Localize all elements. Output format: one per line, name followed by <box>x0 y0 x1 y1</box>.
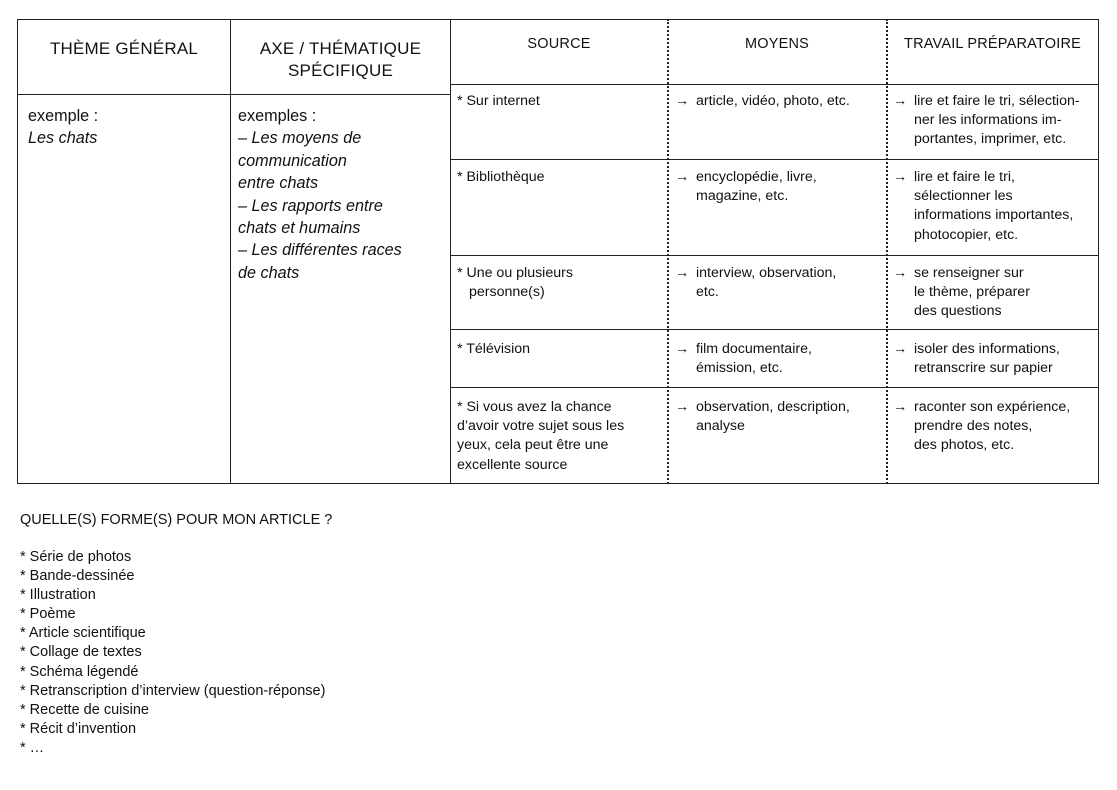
source-cell-observation <box>457 398 665 475</box>
row-divider <box>450 387 1099 388</box>
row-divider <box>450 329 1099 330</box>
arrow-icon: → <box>675 93 690 109</box>
moyens-line: article, vidéo, photo, etc. <box>696 93 850 109</box>
moyens-cell-bibliotheque <box>675 168 883 206</box>
arrow-icon: → <box>893 93 908 109</box>
table-border-bottom <box>17 483 1099 484</box>
row-divider <box>450 84 1099 85</box>
axe-line: de chats <box>238 263 300 282</box>
travail-line: portantes, imprimer, etc. <box>914 131 1067 148</box>
list-item: * Poème <box>20 606 76 623</box>
list-item: * Retranscription d’interview (question-réponse) <box>20 682 326 699</box>
header-source: SOURCE <box>527 36 591 52</box>
travail-line: ner les informations im- <box>914 112 1062 129</box>
travail-line: lire et faire le tri, <box>914 169 1015 185</box>
list-item: * Article scientifique <box>20 625 146 642</box>
moyens-line: film documentaire, <box>696 341 812 357</box>
source-line: * Une ou plusieurs <box>457 265 573 281</box>
travail-cell-personnes <box>893 264 1098 322</box>
forms-title: QUELLE(S) FORME(S) POUR MON ARTICLE ? <box>20 512 333 528</box>
source-line: * Télévision <box>457 341 531 357</box>
arrow-icon: → <box>893 169 908 185</box>
theme-value: Les chats <box>28 129 98 148</box>
source-cell-bibliotheque <box>457 168 663 187</box>
theme-cell <box>28 105 223 150</box>
arrow-icon: → <box>893 265 908 281</box>
list-item: * Bande-dessinée <box>20 568 135 585</box>
header-travail: TRAVAIL PRÉPARATOIRE <box>904 36 1081 52</box>
header-moyens: MOYENS <box>744 36 810 52</box>
table-border-left <box>17 19 18 484</box>
source-cell-personnes <box>457 264 663 302</box>
moyens-cell-internet <box>675 92 883 111</box>
travail-line: le thème, préparer <box>914 284 1030 301</box>
travail-line: lire et faire le tri, sélection- <box>914 93 1080 109</box>
table-border-top <box>17 19 1099 20</box>
column-divider-dotted <box>667 19 669 484</box>
list-item: * … <box>20 739 45 756</box>
axe-line: – Les rapports entre <box>238 196 383 215</box>
row-divider <box>450 159 1099 160</box>
moyens-cell-personnes <box>675 264 883 302</box>
moyens-line: etc. <box>696 284 719 301</box>
axe-line: – Les moyens de <box>238 129 362 148</box>
moyens-cell-television <box>675 340 883 378</box>
source-cell-television <box>457 340 663 359</box>
list-item: * Recette de cuisine <box>20 701 149 718</box>
header-theme: THÈME GÉNÉRAL <box>49 39 199 58</box>
arrow-icon: → <box>675 399 690 415</box>
source-line: d’avoir votre sujet sous les <box>457 418 625 435</box>
moyens-line: encyclopédie, livre, <box>696 169 817 185</box>
travail-line: informations importantes, <box>914 207 1074 224</box>
travail-line: se renseigner sur <box>914 265 1024 281</box>
source-line: * Si vous avez la chance <box>457 399 612 415</box>
list-item: * Série de photos <box>20 549 132 565</box>
list-item: * Schéma légendé <box>20 663 139 680</box>
row-divider <box>450 255 1099 256</box>
source-line: yeux, cela peut être une <box>457 437 609 454</box>
arrow-icon: → <box>675 341 690 357</box>
forms-list <box>20 548 325 758</box>
arrow-icon: → <box>893 399 908 415</box>
travail-line: des photos, etc. <box>914 437 1015 454</box>
travail-line: prendre des notes, <box>914 418 1033 435</box>
axe-line: – Les différentes races <box>238 241 402 260</box>
arrow-icon: → <box>675 169 690 185</box>
moyens-line: interview, observation, <box>696 265 837 281</box>
moyens-cell-observation <box>675 398 883 436</box>
moyens-line: magazine, etc. <box>696 188 789 205</box>
travail-line: des questions <box>914 303 1002 320</box>
moyens-line: observation, description, <box>696 399 850 415</box>
arrow-icon: → <box>675 265 690 281</box>
source-line: personne(s) <box>469 284 545 301</box>
header-axe <box>231 38 450 82</box>
axe-line: entre chats <box>238 174 319 193</box>
header-divider <box>17 94 450 95</box>
travail-cell-observation <box>893 398 1098 456</box>
moyens-line: émission, etc. <box>696 360 783 377</box>
column-divider <box>230 19 231 484</box>
source-line: * Bibliothèque <box>457 169 545 185</box>
list-item: * Illustration <box>20 587 96 604</box>
column-divider-dotted <box>886 19 888 484</box>
travail-line: raconter son expérience, <box>914 399 1071 415</box>
travail-line: isoler des informations, <box>914 341 1060 357</box>
axe-cell <box>238 105 446 284</box>
source-cell-internet <box>457 92 663 111</box>
table-border-right <box>1098 19 1099 484</box>
theme-label: exemple : <box>28 107 99 125</box>
axe-line: chats et humains <box>238 219 361 238</box>
travail-line: photocopier, etc. <box>914 226 1019 243</box>
travail-cell-bibliotheque <box>893 168 1098 245</box>
arrow-icon: → <box>893 341 908 357</box>
list-item: * Collage de textes <box>20 644 142 661</box>
travail-cell-internet <box>893 92 1098 150</box>
axe-line: communication <box>238 151 347 170</box>
column-divider <box>450 19 451 484</box>
travail-line: retranscrire sur papier <box>914 360 1053 377</box>
travail-cell-television <box>893 340 1098 378</box>
list-item: * Récit d’invention <box>20 720 137 737</box>
header-axe-line1: AXE / THÉMATIQUE <box>259 39 422 58</box>
source-line: * Sur internet <box>457 93 540 109</box>
axe-label: exemples : <box>238 107 317 125</box>
header-axe-line2: SPÉCIFIQUE <box>288 61 393 80</box>
travail-line: sélectionner les <box>914 188 1013 205</box>
moyens-line: analyse <box>696 418 745 435</box>
source-line: excellente source <box>457 456 568 473</box>
